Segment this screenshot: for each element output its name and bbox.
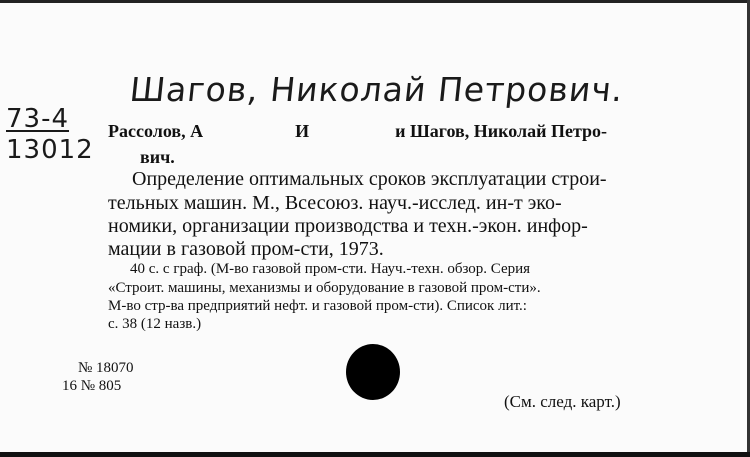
author-continuation: вич. xyxy=(140,147,175,167)
continuation-note: (См. след. карт.) xyxy=(504,392,621,411)
card-top-edge xyxy=(0,0,750,3)
title-line: Определение оптимальных сроков эксплуатации строи- xyxy=(132,168,607,190)
title-line: мации в газовой пром-сти, 1973. xyxy=(108,238,384,260)
description-line: М-во стр-ва предприятий нефт. и газовой пром-сти). Список лит.: xyxy=(108,298,527,314)
registration-number: № 18070 xyxy=(78,360,134,376)
author-first: Рассолов, А xyxy=(108,121,204,141)
handwritten-author-name: Шагов, Николай Петрович. xyxy=(127,70,626,109)
author-second: и Шагов, Николай Петро- xyxy=(395,121,608,141)
punch-hole xyxy=(346,344,400,400)
registration-number-secondary: 16 № 805 xyxy=(62,378,122,394)
handwritten-code-bottom: 13012 xyxy=(6,135,94,165)
author-initial: И xyxy=(295,121,310,141)
description-line: «Строит. машины, механизмы и оборудование в газовой пром-сти». xyxy=(108,280,541,296)
description-line: с. 38 (12 назв.) xyxy=(108,316,202,332)
card-bottom-edge xyxy=(0,452,750,457)
entry-heading xyxy=(108,121,607,142)
handwritten-code-top: 73-4 xyxy=(6,104,70,134)
title-line: номики, организации производства и техн.-экон. инфор- xyxy=(108,215,588,237)
description-line: 40 с. с граф. (М-во газовой пром-сти. Науч.-техн. обзор. Серия xyxy=(130,261,531,277)
title-line: тельных машин. М., Всесоюз. науч.-исслед. ин-т эко- xyxy=(108,192,562,214)
